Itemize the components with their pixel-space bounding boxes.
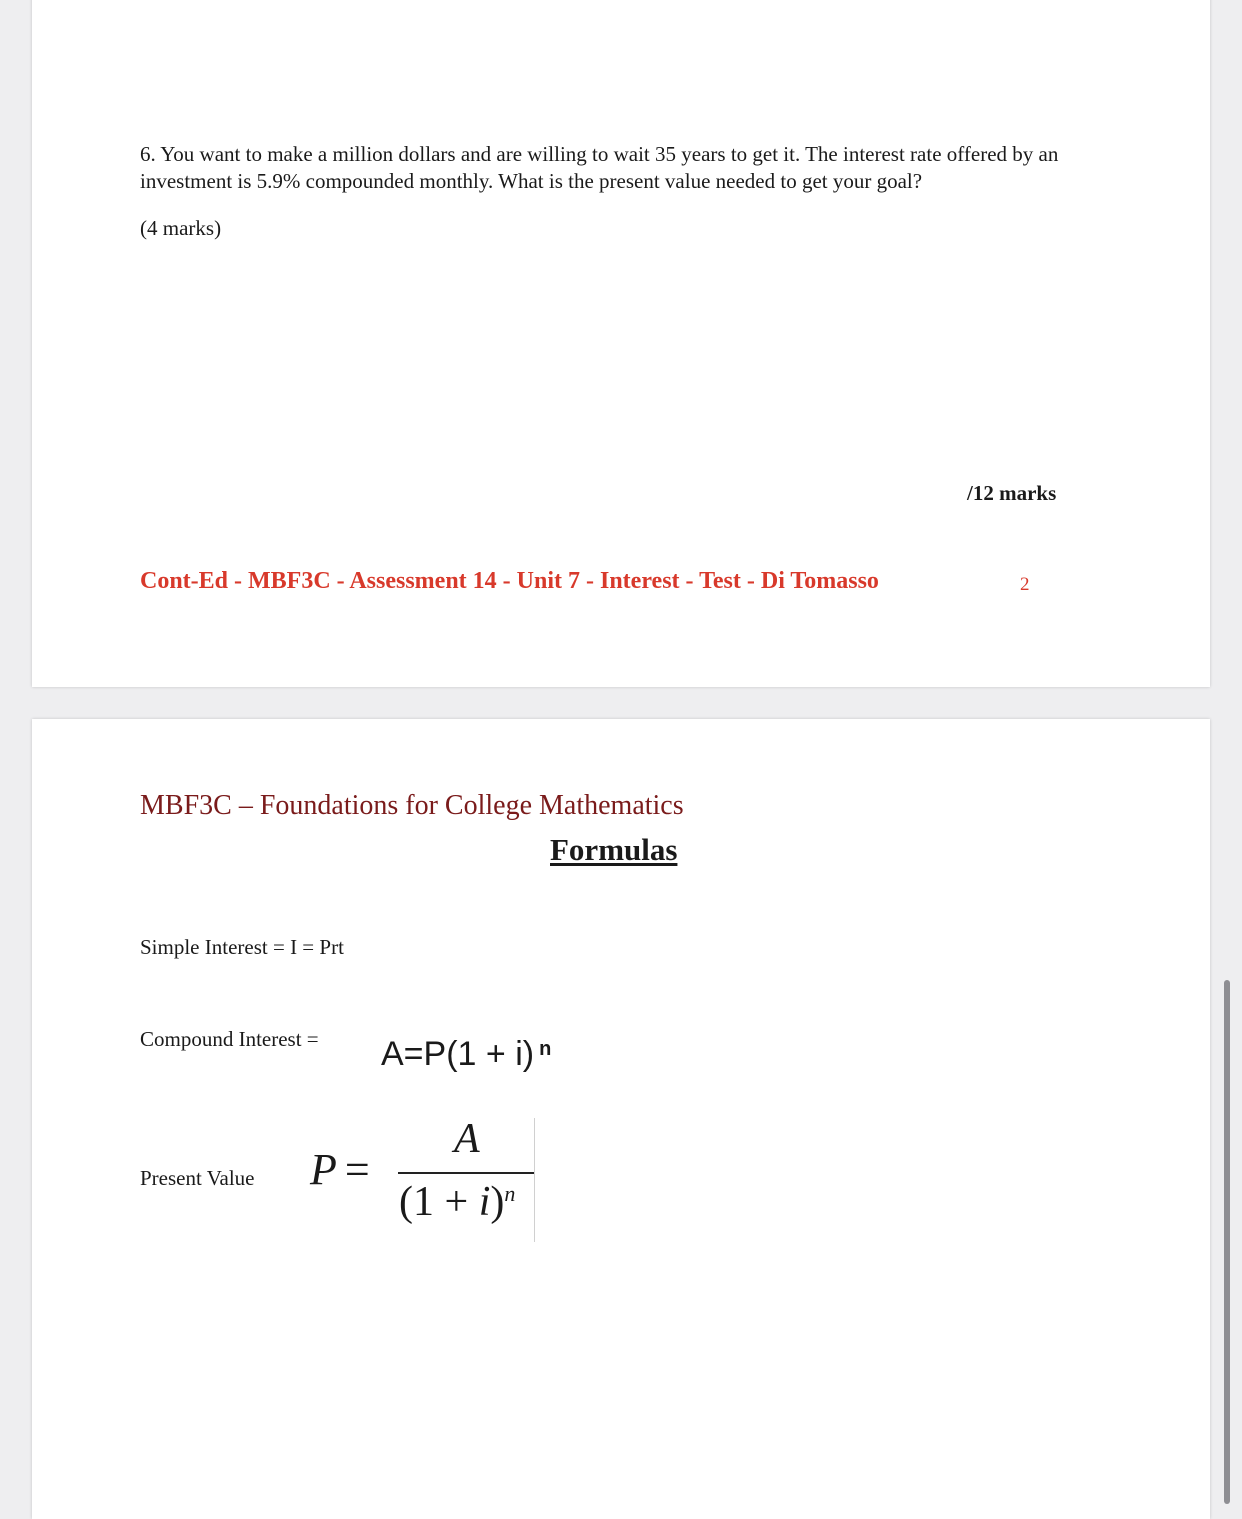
present-value-formula xyxy=(302,1114,542,1249)
compound-interest-formula xyxy=(381,1035,551,1074)
simple-interest-formula: Simple Interest = I = Prt xyxy=(140,935,344,959)
total-marks: /12 marks xyxy=(967,481,1057,505)
pv-den-var: i xyxy=(478,1179,491,1225)
pv-equals: = xyxy=(344,1145,370,1194)
compound-formula-exponent: n xyxy=(539,1038,552,1060)
scrollbar-thumb[interactable] xyxy=(1224,980,1230,1504)
pv-p: P xyxy=(310,1145,337,1194)
page-number: 2 xyxy=(1020,574,1030,595)
formula-image-edge xyxy=(534,1118,535,1242)
vertical-scrollbar[interactable] xyxy=(1224,980,1232,1504)
page-footer: Cont-Ed - MBF3C - Assessment 14 - Unit 7 - Interest - Test - Di Tomasso xyxy=(140,568,879,594)
question-marks: (4 marks) xyxy=(140,216,222,240)
document-page-1 xyxy=(32,0,1210,687)
pv-denominator xyxy=(399,1178,515,1226)
course-title: MBF3C – Foundations for College Mathematics xyxy=(140,790,684,821)
compound-formula-base: A=P(1 + i) xyxy=(381,1035,535,1073)
pv-den-close: ) xyxy=(490,1179,505,1225)
present-value-label: Present Value xyxy=(140,1166,255,1190)
pv-numerator: A xyxy=(454,1116,480,1162)
question-6-text: 6. You want to make a million dollars and are willing to wait 35 years to get it. The interest rate offered by an investment is 5.9% compounded monthly. What is the present value needed to get your goal? xyxy=(140,142,1059,193)
compound-interest-label: Compound Interest = xyxy=(140,1027,319,1051)
pv-den-exponent: n xyxy=(504,1181,516,1206)
pv-den-open: (1 + xyxy=(399,1179,479,1225)
document-page-2 xyxy=(32,719,1210,1519)
formulas-heading: Formulas xyxy=(550,832,678,867)
fraction-bar xyxy=(398,1172,534,1174)
pv-lhs xyxy=(310,1144,370,1195)
